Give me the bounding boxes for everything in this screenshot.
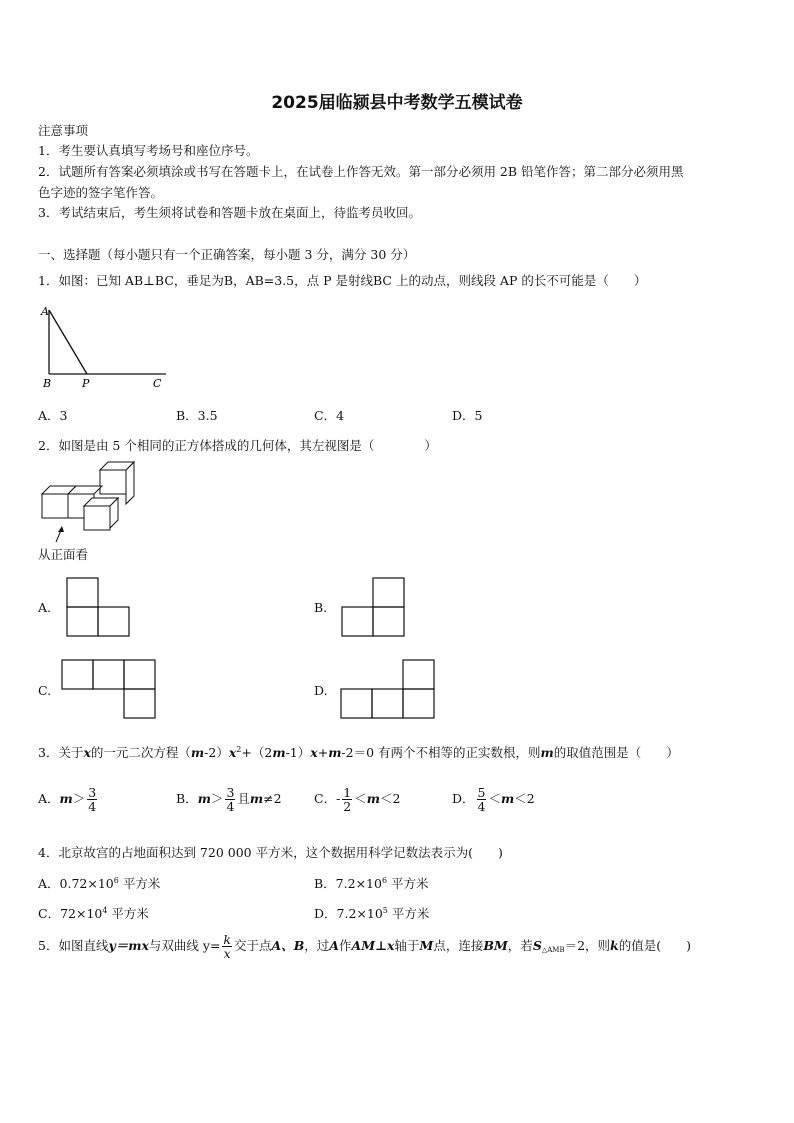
q5-var: A、B — [271, 938, 305, 954]
q2-option-c-figure[interactable] — [61, 659, 158, 721]
option-prefix: A． — [38, 791, 60, 807]
q4-option-a[interactable] — [38, 874, 160, 892]
q3-text: -2） — [204, 745, 229, 760]
q3-option-a[interactable] — [38, 786, 99, 813]
q3-var: m — [272, 745, 286, 760]
option-exponent: 4 — [102, 906, 108, 915]
option-text: D．7.2×10 — [314, 906, 383, 921]
q3-text: + — [317, 745, 329, 760]
q2-cube-stack-figure — [36, 462, 136, 542]
option-exponent: 6 — [381, 876, 388, 885]
q3-var: m — [190, 745, 205, 760]
q2-front-view-caption: 从正面看 — [38, 547, 89, 562]
numerator: k — [223, 932, 231, 947]
q5-subscript: △AMB — [541, 946, 565, 955]
numerator: 1 — [343, 785, 352, 800]
option-text: C．72×10 — [38, 906, 103, 921]
q3-text: 的取值范围是（ ） — [553, 745, 679, 760]
option-text: ≠2 — [263, 791, 282, 807]
option-exponent: 5 — [382, 906, 388, 915]
option-rel: ＞ — [210, 791, 224, 807]
q3-var: m — [501, 791, 515, 807]
fraction — [225, 786, 235, 813]
option-unit: 平方米 — [387, 906, 430, 921]
q5-text: 交于点 — [234, 938, 272, 954]
q2-option-a[interactable]: A. — [38, 600, 52, 615]
question-4-stem: 4．北京故宫的占地面积达到 720 000 平方米，这个数据用科学记数法表示为( ) — [38, 845, 503, 860]
q3-var: m — [328, 745, 342, 760]
option-unit: 平方米 — [118, 876, 161, 891]
q3-text: -2＝0 有两个不相等的正实数根，则 — [341, 745, 541, 760]
fraction — [222, 933, 232, 960]
notice-item: 1．考生要认真填写考场号和座位序号。 — [38, 143, 259, 158]
option-text: ＜2 — [380, 791, 401, 807]
option-text: A．0.72×10 — [38, 876, 114, 891]
q1-option-d[interactable]: D．5 — [452, 408, 483, 423]
option-unit: 平方米 — [107, 906, 149, 921]
q5-text: 点，连接 — [433, 938, 484, 954]
q5-var: AM⊥x — [351, 938, 395, 954]
point-label-p: P — [82, 377, 90, 390]
q5-text: 作 — [339, 938, 352, 954]
q5-text: 的值是( ) — [618, 938, 691, 954]
option-unit: 平方米 — [387, 876, 429, 891]
q5-text: ＝2，则 — [564, 938, 611, 954]
q2-option-b[interactable]: B. — [314, 600, 328, 615]
option-rel: ＜ — [354, 791, 367, 807]
q4-option-d[interactable] — [314, 904, 429, 922]
option-prefix: C．- — [314, 791, 341, 807]
q5-var: M — [419, 938, 434, 954]
numerator: 3 — [226, 785, 235, 800]
option-text: 且 — [237, 791, 250, 807]
denominator: 2 — [343, 799, 352, 815]
q3-var: x — [83, 745, 91, 760]
notice-item: 3．考试结束后，考生须将试卷和答题卡放在桌面上，待监考员收回。 — [38, 205, 421, 220]
q5-var: A — [329, 938, 339, 954]
point-label-b: B — [43, 377, 52, 390]
q3-exponent: 2 — [236, 745, 242, 754]
q5-var: S — [532, 938, 542, 954]
q5-var: y＝mx — [108, 938, 149, 954]
q2-option-a-figure[interactable] — [66, 577, 132, 639]
q3-var: m — [366, 791, 380, 807]
numerator: 3 — [88, 785, 97, 800]
q5-text: 5．如图直线 — [38, 938, 109, 954]
q5-text: 与双曲线 y= — [148, 938, 221, 954]
numerator: 5 — [477, 785, 486, 800]
q4-option-b[interactable] — [314, 874, 429, 892]
question-3-stem — [38, 743, 679, 761]
fraction — [342, 786, 352, 813]
q3-text: +（2 — [241, 745, 273, 760]
denominator: x — [223, 946, 231, 962]
q3-var: x — [310, 745, 318, 760]
q5-text: ，过 — [304, 938, 330, 954]
q3-var: m — [249, 791, 264, 807]
q3-option-b[interactable] — [176, 786, 282, 813]
option-rel: ＞ — [72, 791, 86, 807]
section-heading: 一、选择题（每小题只有一个正确答案，每小题 3 分，满分 30 分） — [38, 247, 416, 262]
option-exponent: 6 — [113, 876, 119, 885]
point-label-a: A — [41, 305, 49, 318]
q1-option-a[interactable]: A．3 — [38, 408, 68, 423]
notice-heading: 注意事项 — [38, 123, 89, 138]
q3-option-d[interactable] — [452, 786, 535, 813]
q3-var: m — [197, 791, 211, 807]
q3-var: x — [228, 745, 237, 760]
option-rel: ＜ — [488, 791, 501, 807]
q1-option-b[interactable]: B．3.5 — [176, 408, 218, 423]
option-prefix: B． — [176, 791, 198, 807]
notice-item: 2．试题所有答案必须填涂或书写在答题卡上，在试卷上作答无效。第一部分必须用 2B 铅笔作答；第二部分必须用黑 — [38, 164, 684, 179]
q5-text: ，若 — [507, 938, 533, 954]
question-5-stem — [38, 933, 691, 960]
q1-option-c[interactable]: C．4 — [314, 408, 345, 423]
q3-text: 3．关于 — [38, 745, 84, 760]
denominator: 4 — [88, 799, 97, 815]
option-text: ＜2 — [514, 791, 535, 807]
q3-text: 的一元二次方程（ — [90, 745, 191, 760]
q4-option-c[interactable] — [38, 904, 149, 922]
question-2-stem: 2．如图是由 5 个相同的正方体搭成的几何体，其左视图是（ ） — [38, 438, 437, 453]
q2-option-c[interactable]: C. — [38, 683, 52, 698]
q3-var: m — [59, 791, 73, 807]
q2-option-d-figure[interactable] — [340, 659, 437, 721]
q1-right-triangle-figure — [38, 302, 173, 392]
option-text: B．7.2×10 — [314, 876, 382, 891]
denominator: 4 — [477, 799, 486, 815]
page-title: 2025届临颍县中考数学五模试卷 — [271, 93, 523, 113]
q2-option-b-figure[interactable] — [341, 577, 407, 639]
q5-var: BM — [483, 938, 508, 954]
question-1-stem: 1．如图：已知 AB⊥BC，垂足为B，AB=3.5，点 P 是射线BC 上的动点，则线段 AP 的长不可能是（ ） — [38, 273, 647, 288]
q3-option-c[interactable] — [314, 786, 400, 813]
option-prefix: D． — [452, 791, 475, 807]
denominator: 4 — [226, 799, 235, 815]
q3-text: -1） — [285, 745, 311, 760]
fraction — [477, 786, 487, 813]
q3-var: m — [540, 745, 554, 760]
q5-text: 轴于 — [394, 938, 420, 954]
point-label-c: C — [153, 377, 162, 390]
fraction — [87, 786, 97, 813]
notice-item: 色字迹的签字笔作答。 — [38, 185, 164, 200]
q2-option-d[interactable]: D. — [314, 683, 328, 698]
q5-var: k — [610, 938, 619, 954]
